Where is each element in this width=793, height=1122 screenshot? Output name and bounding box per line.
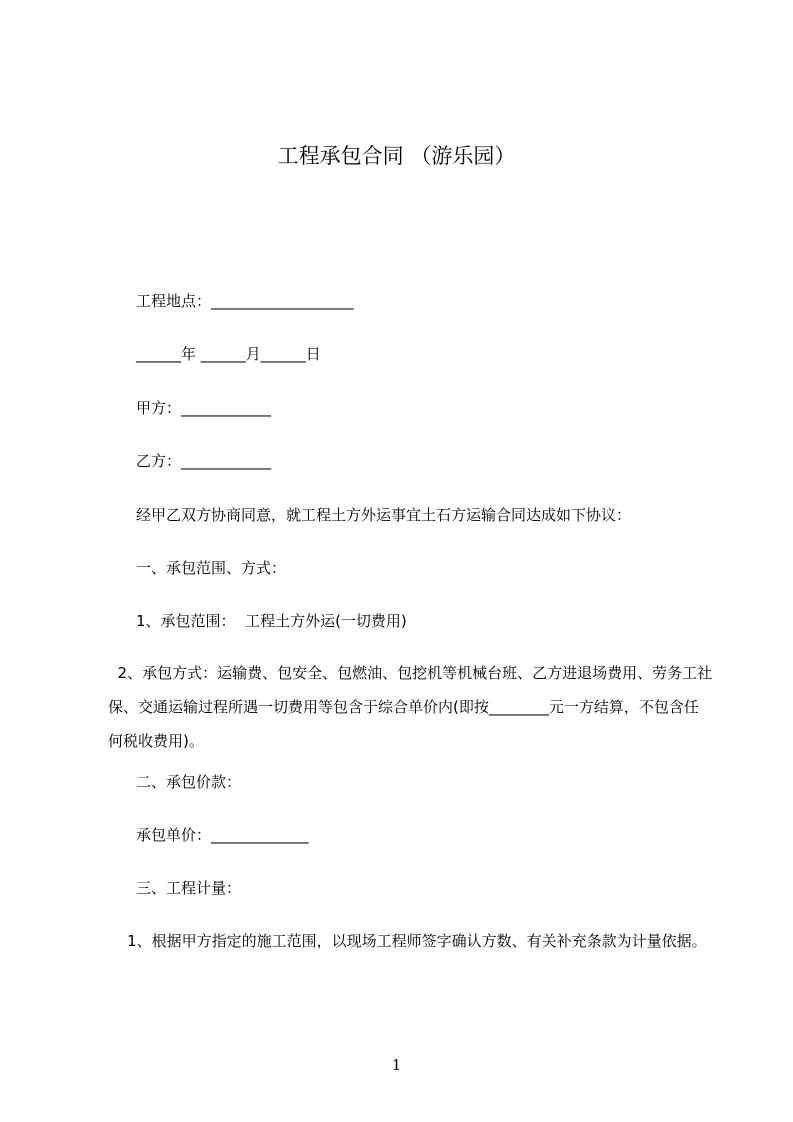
section-1-heading: 一、承包范围、方式： xyxy=(136,559,287,577)
party-a-line: 甲方：____________ xyxy=(136,399,272,417)
contract-scope-item: 1、承包范围： 工程土方外运(一切费用) xyxy=(136,612,407,630)
section-3-heading: 三、工程计量： xyxy=(136,879,242,897)
section-2-heading: 二、承包价款： xyxy=(136,773,242,791)
project-location-line: 工程地点：___________________ xyxy=(136,292,354,310)
date-line: ______年 ______月______日 xyxy=(136,345,321,363)
measurement-paragraph: 1、根据甲方指定的施工范围，以现场工程师签字确认方数、有关补充条款为计量依据。 xyxy=(108,932,707,950)
agreement-intro: 经甲乙双方协商同意，就工程土方外运事宜土石方运输合同达成如下协议： xyxy=(136,506,632,524)
document-title: 工程承包合同 （游乐园） xyxy=(277,144,516,168)
party-b-line: 乙方：____________ xyxy=(136,452,272,470)
unit-price-line: 承包单价：_____________ xyxy=(136,826,309,844)
page-number: 1 xyxy=(391,1056,402,1074)
contract-method-paragraph: 2、承包方式：运输费、包安全、包燃油、包挖机等机械台班、乙方进退场费用、劳务工社保、交通运输过程所遇一切费用等包含于综合单价内(即按________元一方结算，不包含任何税收费用)。 xyxy=(108,664,713,750)
